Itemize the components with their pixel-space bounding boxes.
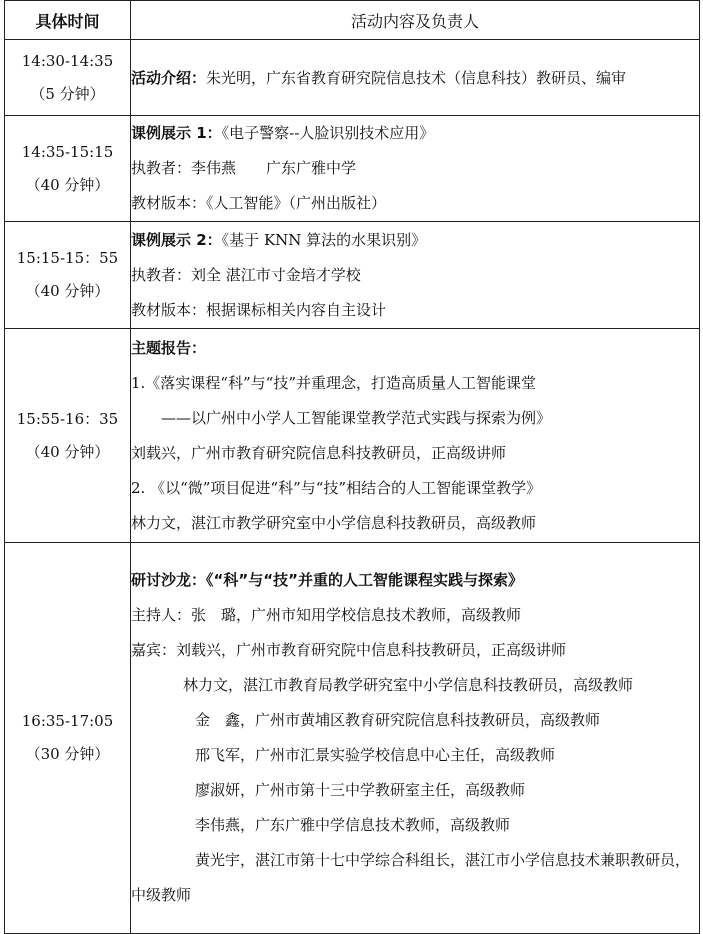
duration: （40 分钟）	[25, 442, 110, 461]
content-line: 执教者：刘全 湛江市寸金培才学校	[131, 265, 361, 284]
guest-line: 邢飞军，广州市汇景实验学校信息中心主任，高级教师	[195, 746, 556, 764]
content-cell	[131, 222, 700, 329]
time-cell	[5, 116, 131, 222]
header-time: 具体时间	[5, 1, 131, 40]
section-label	[131, 331, 699, 366]
guest-line: 林力文，湛江市教育局教学研究室中小学信息科技教研员，高级教师	[183, 676, 634, 694]
section-label: 活动介绍：	[131, 68, 207, 87]
table-row	[5, 543, 700, 934]
guest-line: 金 鑫，广州市黄埔区教育研究院信息科技教研员，高级教师	[195, 711, 601, 729]
section-label: 研讨沙龙：	[131, 571, 207, 589]
time-cell	[5, 329, 131, 543]
guest-line: 廖淑妍，广州市第十三中学教研室主任，高级教师	[195, 781, 526, 799]
header-row	[5, 1, 700, 40]
time-range: 14:35-15:15	[21, 142, 114, 161]
table-row	[5, 40, 700, 116]
content-line: 教材版本：根据课标相关内容自主设计	[131, 300, 387, 319]
content-line: 刘载兴，广州市教育研究院信息科技教研员，正高级讲师	[131, 443, 507, 462]
section-label: 课例展示 2：	[131, 230, 222, 249]
table-row	[5, 116, 700, 222]
section-text: 《基于 KNN 算法的水果识别》	[221, 230, 427, 249]
time-range: 14:30-14:35	[21, 51, 114, 70]
content-line: 1.《落实课程“科”与“技”并重理念，打造高质量人工智能课堂	[131, 373, 536, 392]
content-line: 2. 《以“微”项目促进“科”与“技”相结合的人工智能课堂教学》	[131, 478, 542, 497]
section-label: 课例展示 1：	[131, 124, 222, 142]
table-row	[5, 329, 700, 543]
time-cell	[5, 40, 131, 116]
host-line: 主持人：张 璐，广州市知用学校信息技术教师，高级教师	[131, 606, 522, 624]
content-line: 教材版本：《人工智能》（广州出版社）	[131, 194, 387, 212]
section-label-text: 主题报告：	[131, 338, 207, 357]
guest-line: 李伟燕，广东广雅中学信息技术教师，高级教师	[195, 816, 511, 834]
content-line	[131, 116, 699, 151]
content-line	[131, 563, 699, 598]
section-text: 《“科”与“技”并重的人工智能课程实践与探索》	[206, 571, 523, 589]
duration: （30 分钟）	[25, 745, 110, 763]
content-line: 执教者：李伟燕 广东广雅中学	[131, 159, 357, 177]
schedule-table	[4, 0, 700, 934]
section-text: 朱光明，广东省教育研究院信息技术（信息科技）教研员、编审	[206, 68, 627, 87]
content-line: 林力文，湛江市教学研究室中小学信息科技教研员，高级教师	[131, 513, 537, 532]
time-cell	[5, 222, 131, 329]
content-cell	[131, 329, 700, 543]
duration: （5 分钟）	[30, 84, 105, 103]
content-cell	[131, 543, 700, 934]
content-line: ——以广州中小学人工智能课堂教学范式实践与探索为例》	[161, 408, 552, 427]
time-range: 16:35-17:05	[21, 712, 114, 730]
content-cell	[131, 40, 700, 116]
time-range: 15:55-16：35	[16, 409, 119, 428]
duration: （40 分钟）	[25, 282, 110, 300]
duration: （40 分钟）	[25, 175, 110, 194]
time-cell	[5, 543, 131, 934]
table-row	[5, 222, 700, 329]
guest-line: 黄光宇，湛江市第十七中学综合科组长，湛江市小学信息技术兼职教研员，中级教师	[131, 851, 691, 904]
guest-line: 嘉宾：刘载兴，广州市教育研究院中信息科技教研员，正高级讲师	[131, 641, 567, 659]
content-cell	[131, 116, 700, 222]
time-range: 15:15-15：55	[16, 249, 119, 267]
content-line	[131, 61, 699, 95]
section-text: 《电子警察--人脸识别技术应用》	[221, 124, 435, 142]
content-line	[131, 223, 699, 258]
header-content: 活动内容及负责人	[131, 1, 700, 40]
